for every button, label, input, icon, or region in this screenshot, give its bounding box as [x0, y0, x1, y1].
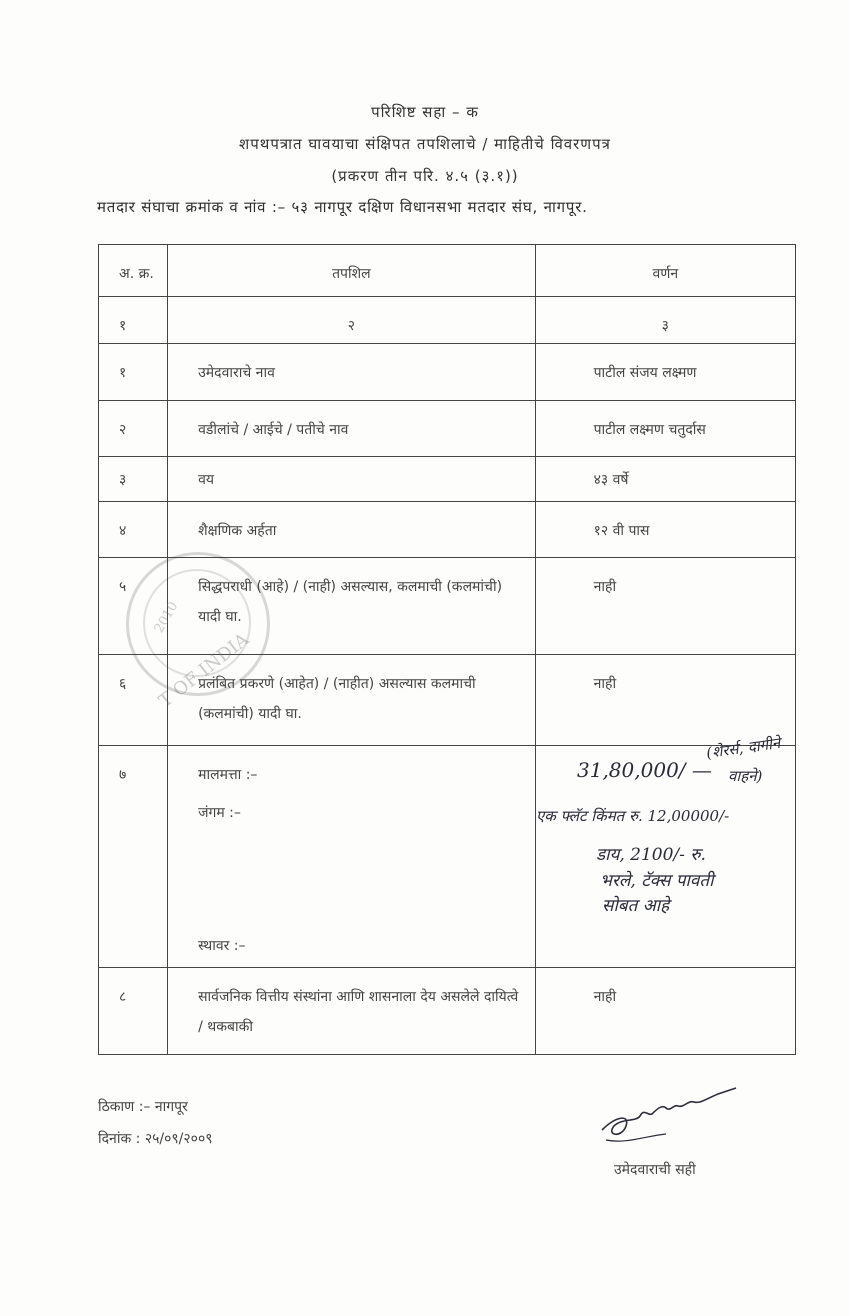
handwritten-tax-line: डाय, 2100/- रु. [596, 845, 706, 865]
handwritten-flat-value: एक फ्लॅट किंमत रु. 12,00000/- [536, 807, 730, 825]
handwritten-tax-line2: भरले, टॅक्स पावती [600, 871, 714, 891]
constituency-line: मतदार संघाचा क्रमांक व नांव :– ५३ नागपूर दक्षिण विधानसभा मतदार संघ, नागपूर. [97, 198, 588, 216]
stamp-text: T OF INDIA [154, 628, 254, 713]
appendix-title: परिशिष्ट सहा – क [371, 103, 479, 121]
details-table [98, 244, 796, 1055]
handwritten-movable-note2: वाहने) [728, 767, 763, 785]
assets-title: मालमत्ता :– [198, 767, 258, 783]
table-row: ६ प्रलंबित प्रकरणे (आहेत) / (नाहीत) असल्यास कलमाची (कलमांची) यादी घा. नाही [99, 655, 796, 746]
table-row: ३ वय ४३ वर्षे [99, 457, 796, 502]
handwritten-tax-line3: सोबत आहे [602, 896, 670, 916]
table-row: २ वडीलांचे / आईचे / पतीचे नाव पाटील लक्ष्मण चतुर्दास [99, 401, 796, 457]
table-row: ५ सिद्धपराधी (आहे) / (नाही) असल्यास, कलमाची (कलमांची) यादी घा. नाही [99, 558, 796, 655]
header-description: वर्णन [535, 245, 795, 297]
handwritten-movable-value: 31,80,000/ — [577, 758, 712, 782]
handwritten-movable-note: (शेरर्स, दागीने [705, 733, 782, 763]
place-label: ठिकाण :– नागपूर [98, 1099, 188, 1115]
signature-label: उमेदवाराची सही [614, 1162, 696, 1178]
form-reference: (प्रकरण तीन परि. ४.५ (३.१)) [331, 167, 519, 185]
stamp-year: 2010 [151, 599, 182, 636]
table-row: ४ शैक्षणिक अर्हता १२ वी पास [99, 502, 796, 558]
header-serial: अ. क्र. [99, 245, 168, 297]
header-details: तपशिल [168, 245, 536, 297]
immovable-label: स्थावर :– [198, 938, 246, 954]
table-row: १ उमेदवाराचे नाव पाटील संजय लक्ष्मण [99, 344, 796, 401]
candidate-signature [596, 1086, 746, 1148]
form-title: शपथपत्रात घावयाचा संक्षिपत तपशिलाचे / माहितीचे विवरणपत्र [239, 135, 611, 153]
movable-label: जंगम :– [198, 805, 241, 821]
date-label: दिनांक : २५/०९/२००९ [98, 1131, 213, 1147]
assets-row: ७ मालमत्ता :– जंगम :– स्थावर :– [99, 746, 796, 968]
table-header-row [99, 245, 796, 297]
table-index-row: १ २ ३ [99, 297, 796, 344]
liabilities-row: ८ सार्वजनिक वित्तीय संस्थांना आणि शासनाला देय असलेले दायित्वे / थकबाकी नाही [99, 968, 796, 1055]
